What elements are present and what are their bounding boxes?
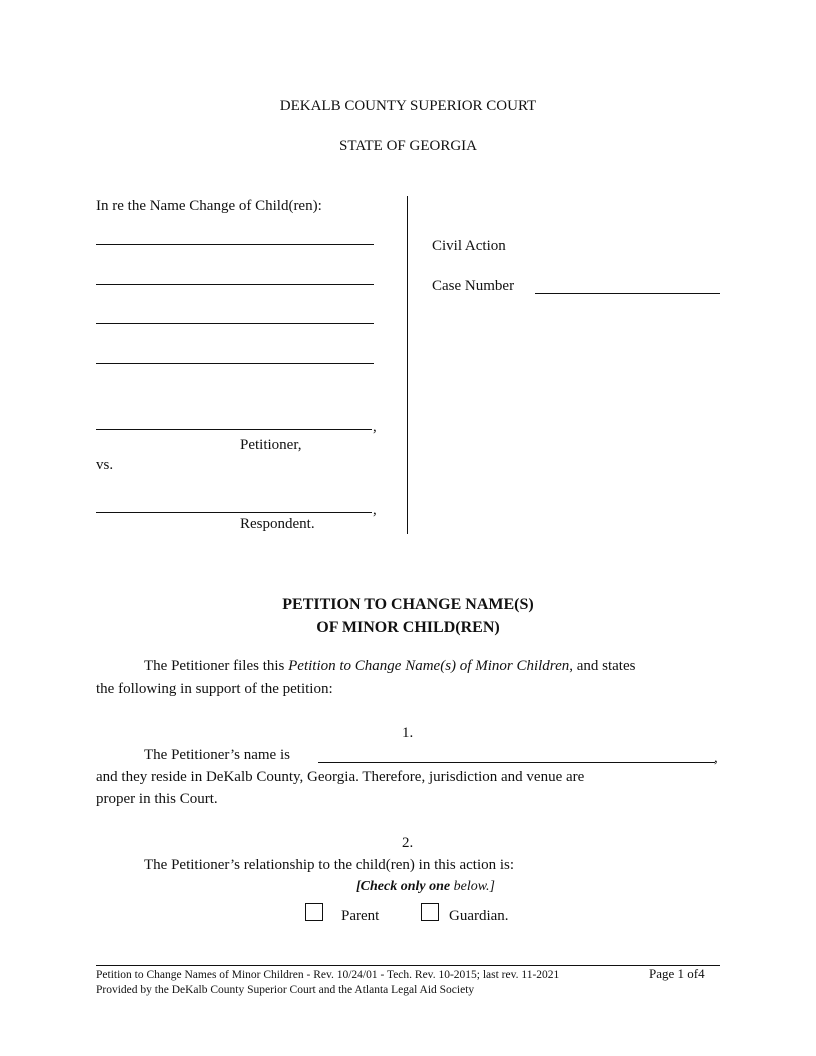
- section-1-line-3: proper in this Court.: [96, 791, 218, 807]
- footer-rule: [96, 965, 720, 966]
- child-name-line-3[interactable]: [96, 323, 374, 324]
- petitioner-label: Petitioner,: [240, 437, 302, 453]
- check-instruction: [356, 878, 495, 896]
- respondent-name-line[interactable]: [96, 512, 372, 513]
- section-1-line-2: and they reside in DeKalb County, Georgia. Therefore, jurisdiction and venue are: [96, 769, 585, 785]
- petition-title-line-1: PETITION TO CHANGE NAME(S): [282, 596, 534, 613]
- caption-divider: [407, 196, 408, 534]
- intro-prefix: The Petitioner files this: [144, 658, 289, 674]
- page-total: 4: [698, 966, 705, 981]
- petitioner-name-comma: ,: [714, 750, 718, 766]
- intro-suffix: , and states: [569, 658, 636, 674]
- relationship-text: The Petitioner’s relationship to the child(ren) in this action is:: [144, 857, 515, 873]
- petitioner-name-prefix: The Petitioner’s name is: [144, 747, 290, 763]
- petition-title-line-2: OF MINOR CHILD(REN): [316, 619, 500, 636]
- footer-page-indicator: [649, 966, 705, 982]
- petitioner-name-line[interactable]: [96, 429, 372, 430]
- check-instruction-rest: below.]: [450, 879, 495, 894]
- footer-revision: Petition to Change Names of Minor Children - Rev. 10/24/01 - Tech. Rev. 10-2015; last rev. 11-2021: [96, 969, 560, 981]
- vs-label: vs.: [96, 457, 114, 473]
- of-label: of: [687, 966, 699, 981]
- intro-italic: Petition to Change Name(s) of Minor Children: [288, 658, 570, 674]
- guardian-checkbox[interactable]: [421, 903, 439, 921]
- parent-checkbox[interactable]: [305, 903, 323, 921]
- child-name-line-1[interactable]: [96, 244, 374, 245]
- guardian-option-label: Guardian.: [449, 908, 509, 924]
- section-2-number: 2.: [402, 835, 414, 851]
- court-name: DEKALB COUNTY SUPERIOR COURT: [279, 98, 537, 114]
- civil-action-label: Civil Action: [432, 238, 506, 254]
- intro-line-2: the following in support of the petition:: [96, 681, 333, 697]
- in-re-label: In re the Name Change of Child(ren):: [96, 198, 322, 214]
- child-name-line-2[interactable]: [96, 284, 374, 285]
- case-number-line[interactable]: [535, 293, 720, 294]
- check-instruction-bold: [Check only one: [356, 879, 451, 894]
- state-name: STATE OF GEORGIA: [339, 138, 477, 154]
- petitioner-comma: ,: [373, 419, 377, 435]
- page-number: 1: [677, 966, 685, 981]
- petitioner-name-field[interactable]: [318, 762, 715, 763]
- footer-provided-by: Provided by the DeKalb County Superior Court and the Atlanta Legal Aid Society: [96, 984, 475, 996]
- intro-line-1: [144, 657, 635, 675]
- respondent-comma: ,: [373, 502, 377, 518]
- child-name-line-4[interactable]: [96, 363, 374, 364]
- case-number-label: Case Number: [432, 278, 515, 294]
- parent-option-label: Parent: [341, 908, 380, 924]
- page-label: Page: [649, 966, 675, 981]
- respondent-label: Respondent.: [240, 516, 315, 532]
- section-1-number: 1.: [402, 725, 414, 741]
